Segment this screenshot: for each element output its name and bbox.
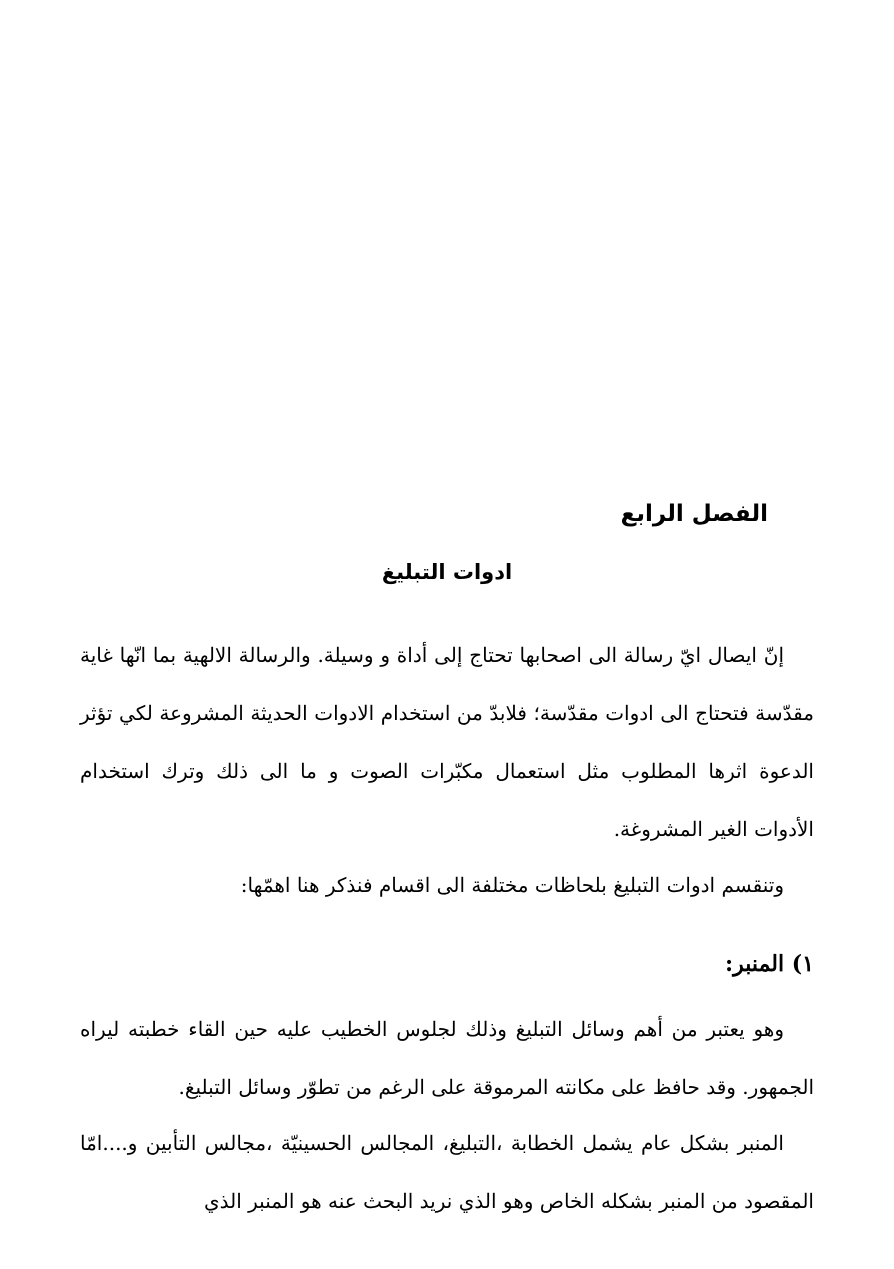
section-title: ادوات التبليغ (381, 560, 513, 584)
minbar-paragraph-1: وهو يعتبر من أهم وسائل التبليغ وذلك لجلوس الخطيب عليه حين القاء خطبته ليراه الجمهور. وقد حافظ على مكانته المرموقة على الرغم من تطوّر وسائل التبليغ. (80, 1017, 814, 1099)
subsection-heading: ۱) المنبر: (725, 951, 814, 977)
division-paragraph: وتنقسم ادوات التبليغ بلحاظات مختلفة الى اقسام فنذكر هنا اهمّها: (240, 873, 784, 897)
chapter-title: الفصل الرابع (620, 501, 768, 527)
intro-paragraph: إنّ ايصال ايّ رسالة الى اصحابها تحتاج إلى أداة و وسيلة. والرسالة الالهية بما انّها غاية مقدّسة فتحتاج الى ادوات مقدّسة؛ فلابدّ من استخدام الادوات الحديثة المشروعة لكي تؤثر الدعوة اثرها المطلوب مثل استعمال مكبّرات الصوت و ما الى ذلك وترك استخدام الأدوات الغير المشروغة. (80, 643, 814, 841)
minbar-paragraph-2: المنبر بشكل عام يشمل الخطابة ،التبليغ، المجالس الحسينيّة ،مجالس التأبين و....امّا المقصود من المنبر بشكله الخاص وهو الذي نريد البحث عنه هو المنبر الذي (80, 1131, 814, 1213)
